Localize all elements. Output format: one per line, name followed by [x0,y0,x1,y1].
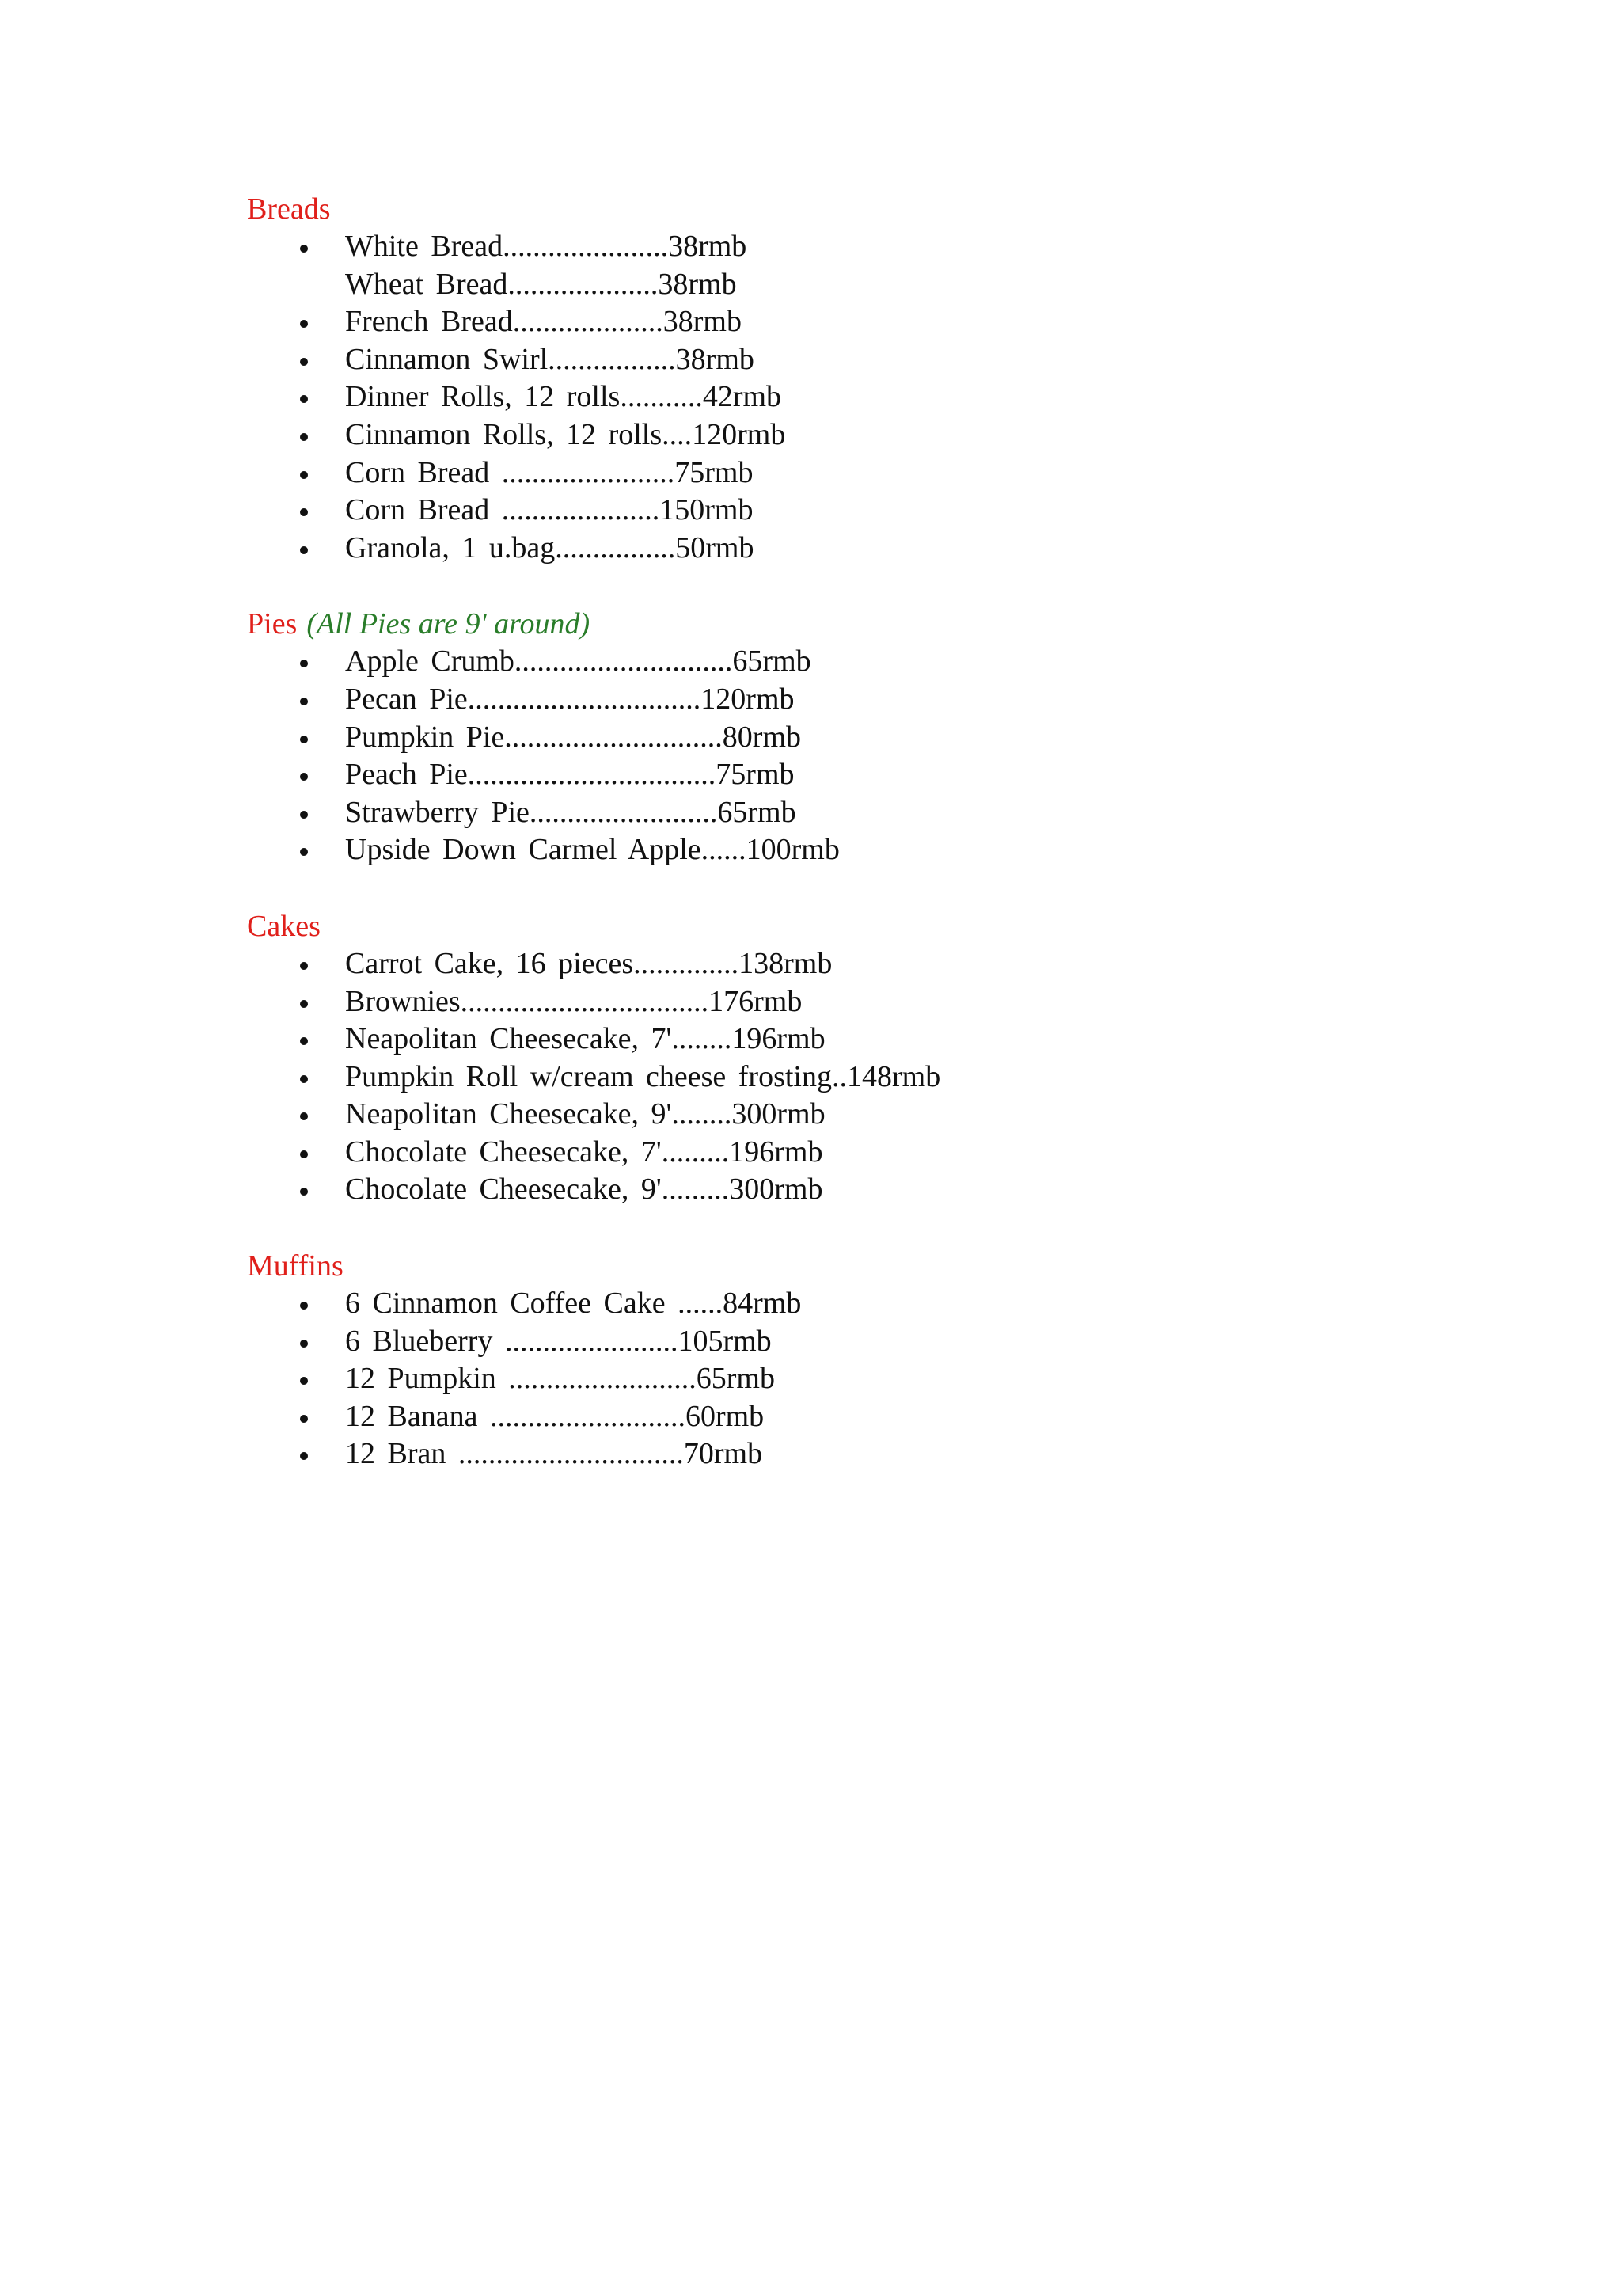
list-item: Pumpkin Pie.............................80rmb [247,719,1434,757]
list-item: Corn Bread .....................150rmb [247,492,1434,530]
list-item: Brownies.................................176rmb [247,983,1434,1021]
section-title: Cakes [247,909,321,943]
list-item: 12 Banana ..........................60rmb [247,1398,1434,1436]
list-item: Neapolitan Cheesecake, 7'........196rmb [247,1021,1434,1059]
section-breads [247,190,1434,567]
list-item: Cinnamon Rolls, 12 rolls....120rmb [247,416,1434,454]
section-cakes [247,907,1434,1209]
list-item: Strawberry Pie.........................65rmb [247,794,1434,832]
list-item: Apple Crumb.............................65rmb [247,643,1434,681]
list-item: French Bread....................38rmb [247,303,1434,341]
list-item: White Bread......................38rmb [247,228,1434,266]
list-item: Peach Pie.................................75rmb [247,756,1434,794]
list-item: Pumpkin Roll w/cream cheese frosting..148rmb [247,1059,1434,1097]
list-item: Chocolate Cheesecake, 7'.........196rmb [247,1134,1434,1172]
list-item: Upside Down Carmel Apple......100rmb [247,831,1434,869]
section-title: Muffins [247,1249,344,1283]
list-item: Cinnamon Swirl.................38rmb [247,341,1434,379]
list-item: 12 Pumpkin .........................65rmb [247,1360,1434,1398]
list-item: Chocolate Cheesecake, 9'.........300rmb [247,1171,1434,1209]
list-item: 12 Bran ..............................70rmb [247,1435,1434,1473]
list-item: Carrot Cake, 16 pieces..............138rmb [247,945,1434,983]
list-item: Pecan Pie...............................120rmb [247,681,1434,719]
section-title: Pies [247,607,298,641]
section-heading [247,605,1434,643]
section-title: Breads [247,192,331,226]
item-list [247,643,1434,869]
list-item: Dinner Rolls, 12 rolls...........42rmb [247,378,1434,416]
item-list [247,1285,1434,1473]
item-list [247,945,1434,1209]
list-item: Granola, 1 u.bag................50rmb [247,530,1434,568]
list-item: Wheat Bread....................38rmb [345,267,737,301]
list-item: 6 Blueberry .......................105rmb [247,1323,1434,1361]
list-item: 6 Cinnamon Coffee Cake ......84rmb [247,1285,1434,1323]
item-list [247,228,1434,567]
section-heading [247,907,1434,945]
section-muffins [247,1247,1434,1473]
section-heading [247,1247,1434,1285]
list-item: Corn Bread .......................75rmb [247,454,1434,492]
section-note: (All Pies are 9' around) [306,607,590,641]
bakery-menu [247,190,1434,1511]
section-pies [247,605,1434,869]
list-item: Neapolitan Cheesecake, 9'........300rmb [247,1096,1434,1134]
section-heading [247,190,1434,228]
